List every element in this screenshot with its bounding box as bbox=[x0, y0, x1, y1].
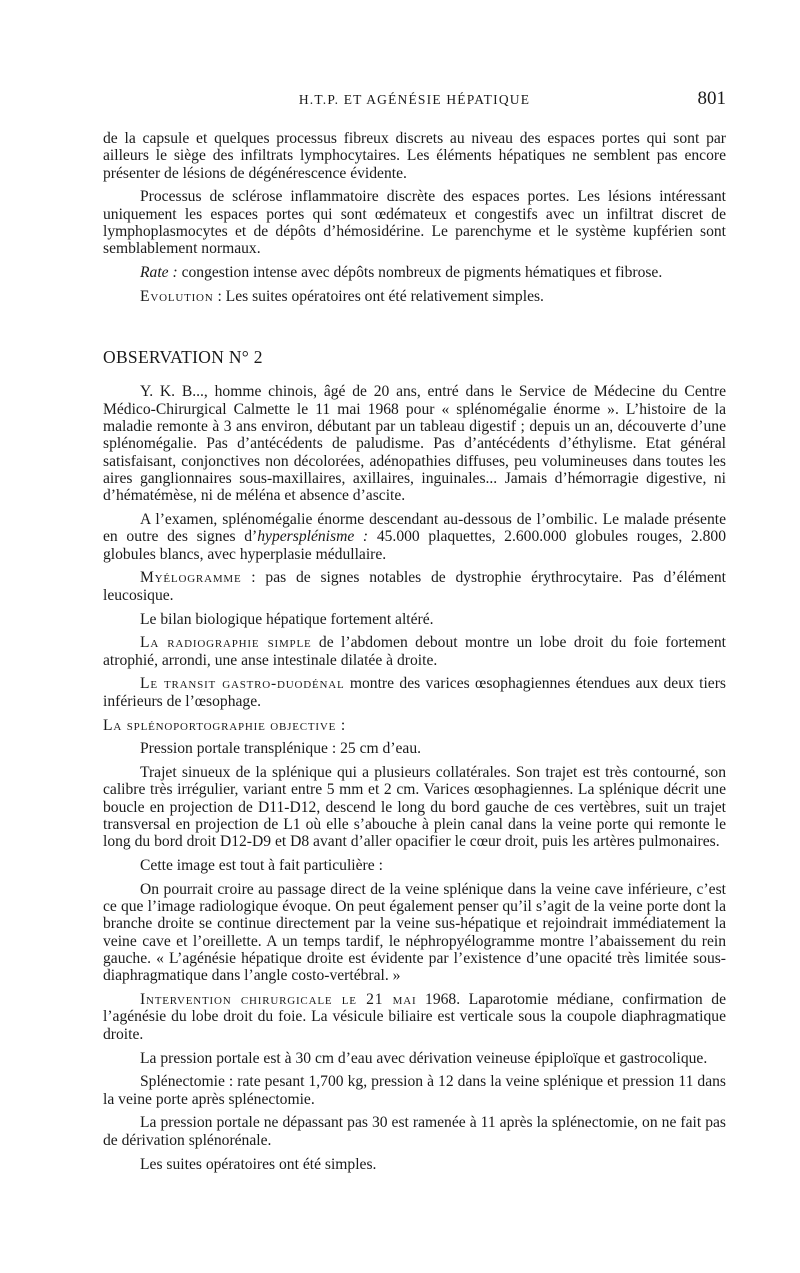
paragraph-examen bbox=[103, 511, 726, 563]
transit-label: Le transit gastro-duodénal bbox=[140, 675, 345, 693]
page-header bbox=[103, 88, 726, 112]
paragraph-rate bbox=[103, 264, 726, 281]
paragraph-image: Cette image est tout à fait particulière : bbox=[140, 857, 383, 875]
examen-text-start: A l’examen, splénomégalie énorme descendant au-dessous de l’ombilic. Le malade présente en outre des signes d’ bbox=[103, 511, 726, 546]
paragraph-trajet: Trajet sinueux de la splénique qui a plusieurs collatérales. Son trajet est très contourné, son calibre très irrégulier, variant entre 5 mm et 2 cm. Varices œsophagiennes. La splénique décrit une boucle en projection de D11-D12, descend le long du bord gauche de ces vertèbres, suit un trajet transversal en projection de L1 où elle s’abouche à plein canal dans la veine porte qui remonte le long du bord droit D12-D9 et D8 avant d’aller opacifier le cœur droit, puis les artères pulmonaires. bbox=[103, 764, 726, 851]
page-number: 801 bbox=[697, 88, 726, 109]
paragraph-suites: Les suites opératoires ont été simples. bbox=[140, 1155, 377, 1173]
intervention-text: 1968. Laparotomie médiane, confirmation de l’agénésie du lobe droit du foie. La vésicule biliaire est verticale sous la coupole diaphragmatique droite. bbox=[103, 991, 726, 1043]
paragraph-evolution bbox=[103, 288, 726, 305]
paragraph-patient: Y. K. B..., homme chinois, âgé de 20 ans, entré dans le Service de Médecine du Centre Médico-Chirurgical Calmette le 11 mai 1968 pour « splénomégalie énorme ». L’histoire de la maladie remonte à 3 ans environ, débutant par un tableau digestif ; depuis un an, découverte d’une splénomégalie. Pas d’antécédents de paludisme. Pas d’antécédents d’éthylisme. Etat général satisfaisant, conjonctives non décolorées, adénopathies diffuses, peu volumineuses dans toutes les aires ganglionnaires sous-maxillaires, axillaires, inguinales... Jamais d’hémorragie digestive, ni d’hématémèse, ni de méléna et absence d’ascite. bbox=[103, 383, 726, 505]
running-title: H.T.P. ET AGÉNÉSIE HÉPATIQUE bbox=[298, 92, 531, 107]
paragraph-pression-transplenique: Pression portale transplénique : 25 cm d’eau. bbox=[140, 740, 422, 758]
intervention-label: Intervention chirurgicale le 21 mai bbox=[140, 991, 417, 1009]
transit-text: montre des varices œsophagiennes étendues aux deux tiers inférieurs de l’œsophage. bbox=[103, 675, 726, 710]
splenoportographie-heading: La splénoportographie objective : bbox=[103, 716, 346, 734]
myelogramme-text: : pas de signes notables de dystrophie érythrocytaire. Pas d’élément leucosique. bbox=[103, 569, 726, 604]
paragraph-splenectomie: Splénectomie : rate pesant 1,700 kg, pression à 12 dans la veine splénique et pression 11 dans la veine porte après splénectomie. bbox=[103, 1073, 726, 1108]
rate-text: congestion intense avec dépôts nombreux de pigments hématiques et fibrose. bbox=[177, 264, 663, 282]
evolution-label: Evolution bbox=[140, 287, 214, 305]
paragraph-bilan: Le bilan biologique hépatique fortement altéré. bbox=[140, 610, 434, 628]
myelogramme-label: Myélogramme bbox=[140, 569, 242, 587]
evolution-text: : Les suites opératoires ont été relativement simples. bbox=[213, 287, 544, 305]
paragraph-capsule: de la capsule et quelques processus fibreux discrets au niveau des espaces portes qui sont par ailleurs le siège des infiltrats lymphocytaires. Les éléments hépatiques ne semblent pas encore présenter de lésions de dégénérescence évidente. bbox=[103, 130, 726, 182]
examen-text-end: 45.000 plaquettes, 2.600.000 globules rouges, 2.800 globules blancs, avec hyperplasie médullaire. bbox=[103, 528, 726, 563]
paragraph-pression-portale: La pression portale est à 30 cm d’eau avec dérivation veineuse épiploïque et gastrocolique. bbox=[140, 1049, 708, 1067]
examen-hypersplenisme: hypersplénisme : bbox=[257, 528, 369, 546]
page-body bbox=[103, 130, 726, 1179]
paragraph-intervention bbox=[103, 991, 726, 1043]
radiographie-text: de l’abdomen debout montre un lobe droit du foie fortement atrophié, arrondi, une anse intestinale dilatée à droite. bbox=[103, 634, 726, 669]
rate-label: Rate : bbox=[140, 264, 178, 282]
paragraph-myelogramme bbox=[103, 569, 726, 604]
paragraph-transit bbox=[103, 675, 726, 710]
paragraph-ramenee: La pression portale ne dépassant pas 30 est ramenée à 11 après la splénectomie, on ne fait pas de dérivation splénorénale. bbox=[103, 1114, 726, 1149]
paragraph-sclerose: Processus de sclérose inflammatoire discrète des espaces portes. Les lésions intéressant uniquement les espaces portes qui sont œdémateux et congestifs avec un infiltrat discret de lymphoplasmocytes et de dépôts d’hémosidérine. Le parenchyme et le système kupférien sont semblablement normaux. bbox=[103, 188, 726, 258]
paragraph-radiographie bbox=[103, 634, 726, 669]
radiographie-label: La radiographie simple bbox=[140, 634, 312, 652]
observation-heading: OBSERVATION N° 2 bbox=[103, 347, 263, 368]
paragraph-pourrait: On pourrait croire au passage direct de la veine splénique dans la veine cave inférieure, c’est ce que l’image radiologique évoque. On peut également penser qu’il s’agit de la veine porte dont la branche droite se continue directement par la veine sus-hépatique et rejoindrait immédiatement la veine cave et l’oreillette. A un temps tardif, le néphropyélogramme montre l’abaissement du rein gauche. « L’agénésie hépatique droite est évidente par l’existence d’une opacité très limitée sous-diaphragmatique dans l’angle costo-vertébral. » bbox=[103, 880, 726, 985]
